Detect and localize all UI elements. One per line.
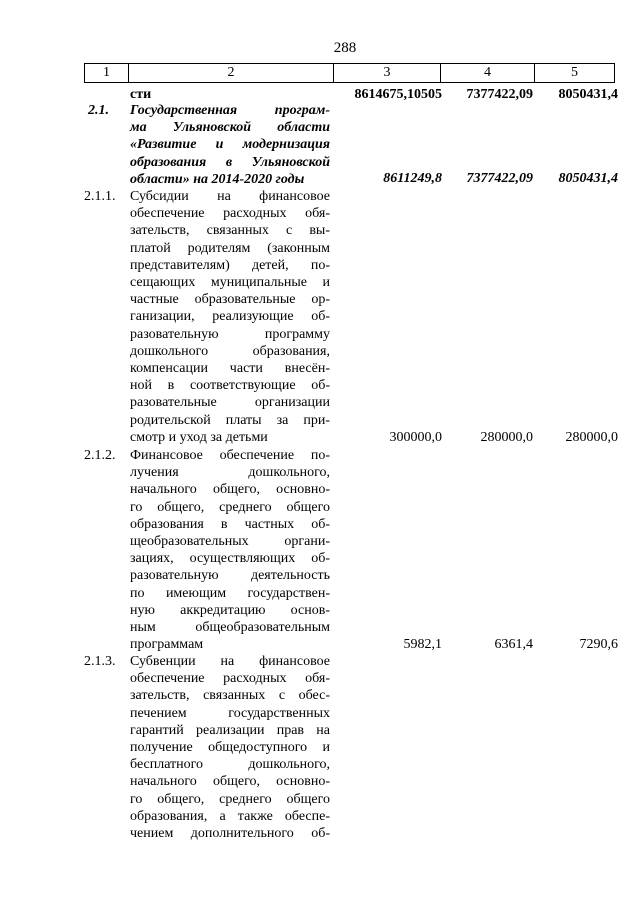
description-line: чением дополнительного об-	[130, 826, 330, 842]
description-line: Субвенции на финансовое	[130, 654, 330, 669]
description-line: ганизации, реализующие об-	[130, 309, 330, 325]
value-col3: 8611249,8	[383, 171, 442, 186]
description-line: по имеющим государствен-	[130, 585, 330, 601]
row-description	[130, 86, 330, 103]
description-line: обеспечение расходных обя-	[130, 206, 330, 222]
row-description	[130, 447, 330, 653]
description-line: разовательную деятельность	[130, 568, 330, 584]
column-header-2: 2	[129, 64, 334, 83]
value-col4: 6361,4	[494, 637, 533, 652]
description-line: ным общеобразовательным	[130, 620, 330, 636]
description-line: «Развитие и модернизация	[130, 137, 330, 153]
column-header-4: 4	[441, 64, 535, 83]
description-line: смотр и уход за детьми	[130, 429, 268, 445]
description-line: лучения дошкольного,	[130, 465, 330, 481]
description-line: родительской платы за при-	[130, 412, 330, 428]
column-header-3: 3	[334, 64, 441, 83]
description-line: Финансовое обеспечение по-	[130, 448, 330, 463]
description-line: Государственная програм-	[130, 103, 330, 118]
description-line: платой родителям (законным	[130, 240, 330, 256]
value-col4: 280000,0	[480, 430, 533, 445]
description-line: ной в соответствующие об-	[130, 378, 330, 394]
description-line: Субсидии на финансовое	[130, 189, 330, 204]
description-line: сти	[130, 87, 152, 102]
description-line: частные образовательные ор-	[130, 292, 330, 308]
description-line: го общего, среднего общего	[130, 791, 330, 807]
description-line: ную аккредитацию основ-	[130, 602, 330, 618]
description-line: образования в частных об-	[130, 516, 330, 532]
description-line: начального общего, основно-	[130, 774, 330, 790]
description-line: зательств, связанных с обес-	[130, 688, 330, 704]
value-col4: 7377422,09	[466, 171, 533, 186]
value-col4: 7377422,09	[466, 87, 533, 102]
value-col3: 300000,0	[389, 430, 442, 445]
description-line: области» на 2014-2020 годы	[130, 171, 305, 187]
description-line: печением государственных	[130, 705, 330, 721]
column-header-table	[84, 63, 615, 83]
row-number: 2.1.3.	[84, 654, 116, 669]
description-line: начального общего, основно-	[130, 482, 330, 498]
value-col5: 7290,6	[579, 637, 618, 652]
description-line: образования, а также обеспе-	[130, 808, 330, 824]
description-line: разовательные организации	[130, 395, 330, 411]
row-number: 2.1.2.	[84, 448, 116, 463]
description-line: обеспечение расходных обя-	[130, 671, 330, 687]
description-line: дошкольного образования,	[130, 343, 330, 359]
description-line: программам	[130, 637, 204, 653]
row-number: 2.1.1.	[84, 189, 116, 204]
row-description	[130, 188, 330, 446]
description-line: гарантий реализации прав на	[130, 722, 330, 738]
row-description	[130, 102, 330, 188]
row-description	[130, 653, 330, 842]
value-col5: 280000,0	[565, 430, 618, 445]
description-line: ма Ульяновской области	[130, 120, 330, 136]
description-line: представителям) детей, по-	[130, 257, 330, 273]
description-line: зациях, осуществляющих об-	[130, 551, 330, 567]
description-line: го общего, среднего общего	[130, 499, 330, 515]
description-line: сещающих муниципальные и	[130, 275, 330, 291]
value-col5: 8050431,4	[558, 171, 618, 186]
description-line: получение общедоступного и	[130, 740, 330, 756]
page-number: 288	[333, 40, 357, 56]
value-col3: 5982,1	[403, 637, 442, 652]
column-header-5: 5	[535, 64, 615, 83]
row-number: 2.1.	[88, 103, 109, 118]
column-header-1: 1	[85, 64, 129, 83]
description-line: разовательную программу	[130, 326, 330, 342]
description-line: бесплатного дошкольного,	[130, 757, 330, 773]
description-line: компенсации части внесён-	[130, 361, 330, 377]
description-line: образования в Ульяновской	[130, 154, 330, 170]
value-col3: 8614675,10505	[354, 87, 442, 102]
value-col5: 8050431,4	[558, 87, 618, 102]
description-line: зательств, связанных с вы-	[130, 223, 330, 239]
description-line: щеобразовательных органи-	[130, 534, 330, 550]
